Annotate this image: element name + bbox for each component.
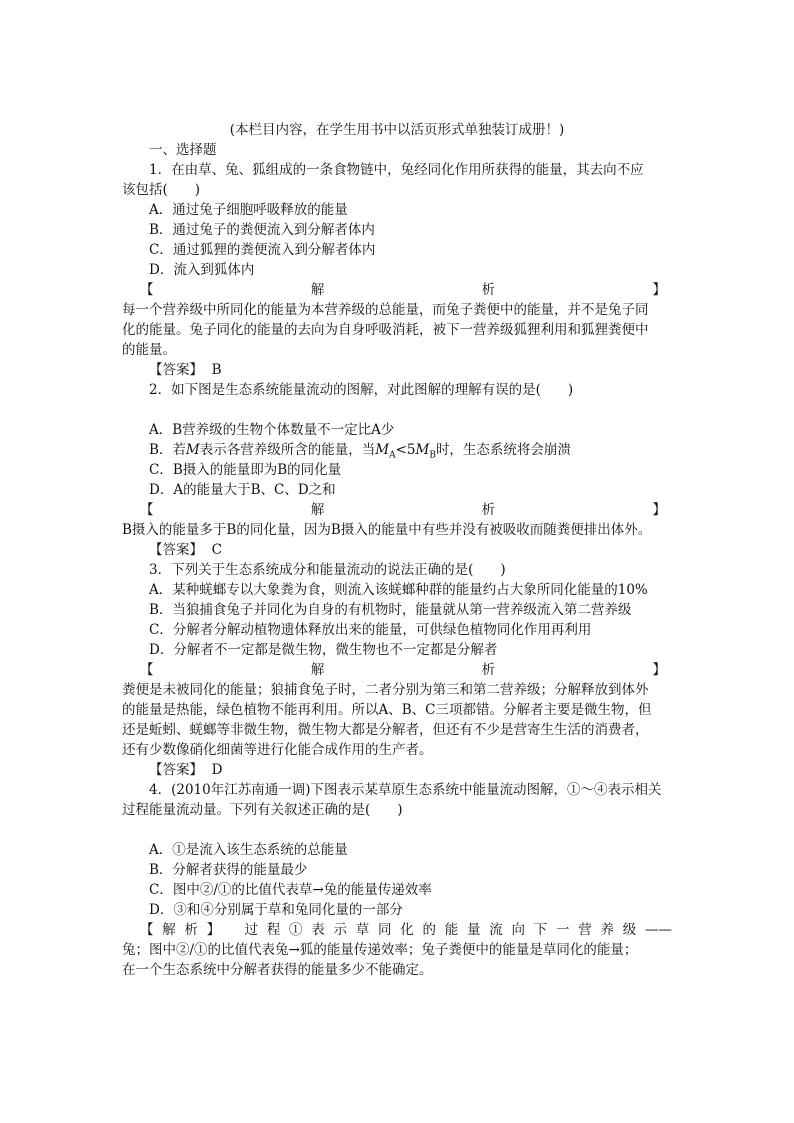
q3-option-b: B．当狼捕食兔子并同化为自身的有机物时，能量就从第一营养级流入第二营养级 bbox=[149, 602, 632, 618]
q4-option-a: A．①是流入该生态系统的总能量 bbox=[149, 842, 348, 858]
question-4 bbox=[122, 780, 672, 980]
q4-analysis-line2: 在一个生态系统中分解者获得的能量多少不能确定。 bbox=[122, 962, 433, 978]
q3-option-a: A．某种蜣螂专以大象粪为食，则流入该蜣螂种群的能量约占大象所同化能量的10% bbox=[149, 582, 648, 598]
q2-option-a: A．B营养级的生物个体数量不一定比A少 bbox=[149, 422, 395, 438]
q2-option-b: B．若M表示各营养级所含的能量，当$M_A<5M_B$时，生态系统将会崩溃 bbox=[149, 442, 571, 460]
q1-option-b: B．通过兔子的粪便流入到分解者体内 bbox=[149, 222, 375, 238]
q2-figure-space bbox=[122, 400, 672, 420]
q2-option-d: D．A的能量大于B、C、D之和 bbox=[149, 482, 336, 498]
q4-stem-line1: 4．(2010年江苏南通一调)下图表示某草原生态系统中能量流动图解，①～④表示相关 bbox=[149, 782, 662, 798]
q1-answer bbox=[122, 360, 672, 380]
bracket-close: 】 bbox=[652, 282, 666, 298]
q1-option-a: A．通过兔子细胞呼吸释放的能量 bbox=[149, 202, 348, 218]
q1-option-d: D．流入到狐体内 bbox=[149, 262, 255, 278]
analysis-char-2: 析 bbox=[481, 282, 496, 298]
q3-answer: 【答案】 D bbox=[149, 762, 223, 778]
q1-stem-line1: 1．在由草、兔、狐组成的一条食物链中，兔经同化作用所获得的能量，其去向不应 bbox=[149, 162, 644, 178]
q4-option-d: D．③和④分别属于草和兔同化量的一部分 bbox=[149, 902, 403, 918]
q4-analysis-heading: 【解析】 过程①表示草同化的能量流向下一营养级—— bbox=[140, 922, 672, 938]
q1-analysis-heading bbox=[122, 280, 672, 300]
binding-note: (本栏目内容，在学生用书中以活页形式单独装订成册！) bbox=[229, 122, 565, 138]
q3-analysis-line3: 还是蚯蚓、蜣螂等非微生物，微生物大都是分解者，但还有不少是营寄生生活的消费者， bbox=[122, 722, 649, 738]
bracket-open: 【 bbox=[140, 282, 154, 298]
question-2 bbox=[122, 380, 672, 560]
q1-analysis-line1: 每一个营养级中所同化的能量为本营养级的总能量，而兔子粪便中的能量，并不是兔子同 bbox=[122, 302, 649, 318]
q2-answer: 【答案】 C bbox=[149, 542, 222, 558]
q3-option-d: D．分解者不一定都是微生物，微生物也不一定都是分解者 bbox=[149, 642, 498, 658]
q4-stem-line2: 过程能量流动量。下列有关叙述正确的是( ) bbox=[122, 802, 403, 818]
answer-tag: 【答案】 bbox=[149, 362, 203, 378]
q3-analysis-line4: 还有少数像硝化细菌等进行化能合成作用的生产者。 bbox=[122, 742, 433, 758]
q3-analysis-line2: 的能量是热能，绿色植物不能再利用。所以A、B、C三项都错。分解者主要是微生物，但 bbox=[122, 702, 652, 718]
q2-answer-value: C bbox=[211, 542, 222, 558]
q3-analysis-heading: 【 解 析 】 bbox=[140, 662, 666, 678]
q4-figure-space bbox=[122, 820, 672, 840]
q1-stem-line2: 该包括( ) bbox=[122, 182, 201, 198]
q2-stem: 2．如下图是生态系统能量流动的图解，对此图解的理解有误的是( ) bbox=[149, 382, 574, 398]
q3-analysis-line1: 粪便是未被同化的能量；狼捕食兔子时，二者分别为第三和第二营养级；分解释放到体外 bbox=[122, 682, 649, 698]
q1-answer-value: B bbox=[211, 362, 222, 378]
q2-option-c: C．B摄入的能量即为B的同化量 bbox=[149, 462, 342, 478]
q3-option-c: C．分解者分解动植物遗体释放出来的能量，可供绿色植物同化作用再利用 bbox=[149, 622, 592, 638]
analysis-char-1: 解 bbox=[310, 282, 325, 298]
q4-analysis-line1: 兔；图中②/①的比值代表兔→狐的能量传递效率；兔子粪便中的能量是草同化的能量； bbox=[122, 942, 638, 958]
q3-answer-value: D bbox=[211, 762, 223, 778]
q2-analysis-heading: 【 解 析 】 bbox=[140, 502, 666, 518]
q1-option-c: C．通过狐狸的粪便流入到分解者体内 bbox=[149, 242, 376, 258]
q2-analysis: B摄入的能量多于B的同化量，因为B摄入的能量中有些并没有被吸收而随粪便排出体外。 bbox=[122, 522, 652, 538]
q1-analysis-line2: 化的能量。兔子同化的能量的去向为自身呼吸消耗，被下一营养级狐狸利用和狐狸粪便中 bbox=[122, 322, 649, 338]
section-heading: 一、选择题 bbox=[149, 142, 217, 158]
q1-analysis-line3: 的能量。 bbox=[122, 342, 176, 358]
worksheet-page bbox=[122, 120, 672, 980]
q4-option-c: C．图中②/①的比值代表草→兔的能量传递效率 bbox=[149, 882, 432, 898]
q3-stem: 3．下列关于生态系统成分和能量流动的说法正确的是( ) bbox=[149, 562, 506, 578]
q4-option-b: B．分解者获得的能量最少 bbox=[149, 862, 308, 878]
question-3 bbox=[122, 560, 672, 780]
question-1 bbox=[122, 160, 672, 380]
